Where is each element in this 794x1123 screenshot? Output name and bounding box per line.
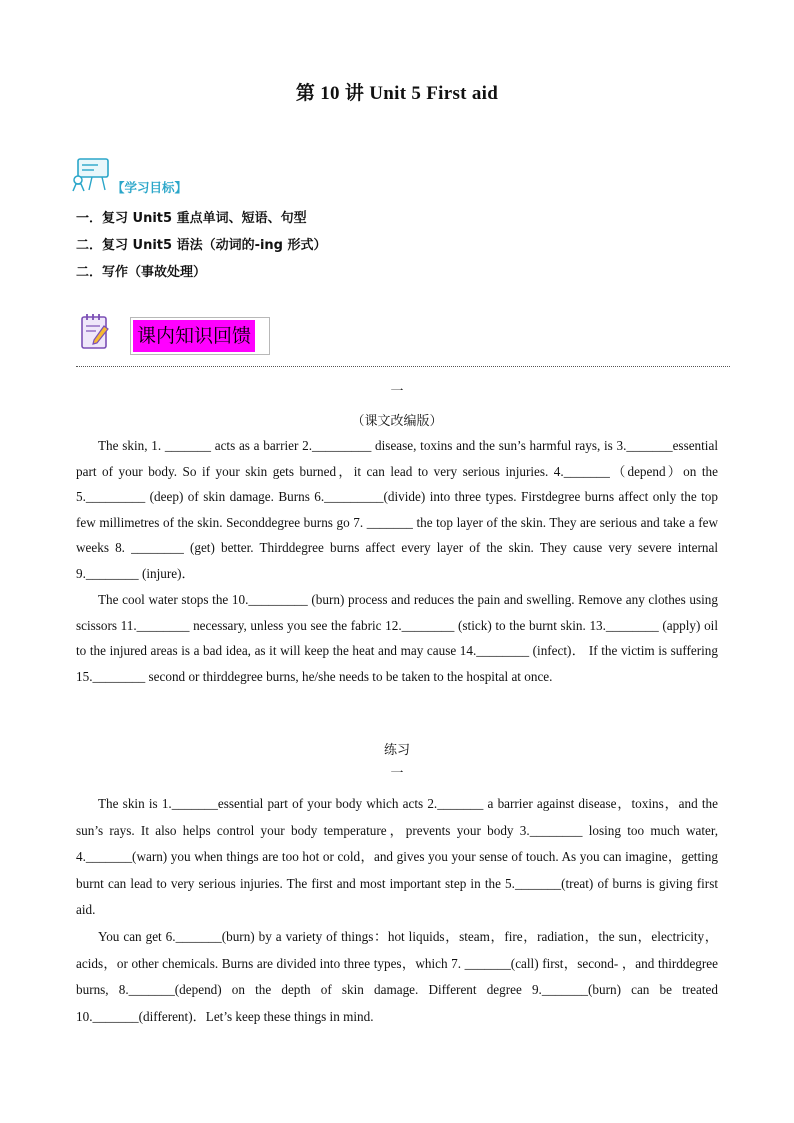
passage-paragraph-1: The skin, 1. _______ acts as a barrier 2._________ disease, toxins and the sun’s harmful rays, is 3._______essential part of your body. So if your skin gets burned，it can lead to very serious injuries. 4._______（depend）on the 5._________ (deep) of skin damage. Burns 6._________(divide) into three types. Firstdegree burns affect only the top few millimetres of the skin. Seconddegree burns go 7. _______ the top layer of the skin. They are serious and take a few weeks 8. ________ (get) better. Thirddegree burns affect every layer of the skin. They cause very severe internal 9.________ (injure)．	[76, 438, 718, 581]
notepad-pencil-icon	[80, 312, 110, 350]
page-title: 第 10 讲 Unit 5 First aid	[295, 83, 499, 104]
goal-item-2: 二．复习 Unit5 语法（动词的-ing 形式）	[76, 238, 327, 253]
section-1-subtitle: （课文改编版）	[351, 414, 443, 429]
presentation-board-icon	[72, 156, 112, 192]
practice-paragraph-2: You can get 6._______(burn) by a variety of things：hot liquids，steam，fire，radiation，the sun，electricity，acids，or other chemicals. Burns are divided into three types，which 7. _______(call) first，second- ，and thirddegree burns, 8._______(depend) on the depth of skin damage. Different degree 9._______(burn) can be treated 10._______(different)．Let’s keep these things in mind.	[76, 929, 718, 1024]
passage-paragraph-2: The cool water stops the 10._________ (burn) process and reduces the pain and swelling. Remove any clothes using scissors 11.________ necessary, unless you see the fabric 12.________ (stick) to the burnt skin. 13.________ (apply) oil to the injured areas is a bad idea, as it will keep the heat and may cause 14.________ (infect)． If the victim is suffering 15.________ second or thirddegree burns, he/she needs to be taken to the hospital at once.	[76, 592, 718, 684]
goal-item-1: 一．复习 Unit5 重点单词、短语、句型	[76, 211, 307, 226]
section-divider	[76, 366, 730, 367]
learning-goals-label: 【学习目标】	[112, 180, 188, 195]
section-2-mark: 一	[390, 766, 404, 781]
section-1-mark: 一	[390, 384, 404, 399]
goal-item-3: 二．写作（事故处理）	[76, 265, 207, 280]
review-section-box	[130, 317, 270, 355]
review-section-label: 课内知识回馈	[133, 320, 255, 352]
practice-heading: 练习	[383, 743, 410, 758]
practice-paragraph-1: The skin is 1._______essential part of your body which acts 2._______ a barrier against disease，toxins，and the sun’s rays. It also helps control your body temperature，prevents your body 3.________ losing too much water, 4._______(warn) you when things are too hot or cold，and gives you your sense of touch. As you can imagine，getting burnt can lead to very serious injuries. The first and most important step in the 5._______(treat) of burns is giving first aid.	[76, 796, 718, 917]
